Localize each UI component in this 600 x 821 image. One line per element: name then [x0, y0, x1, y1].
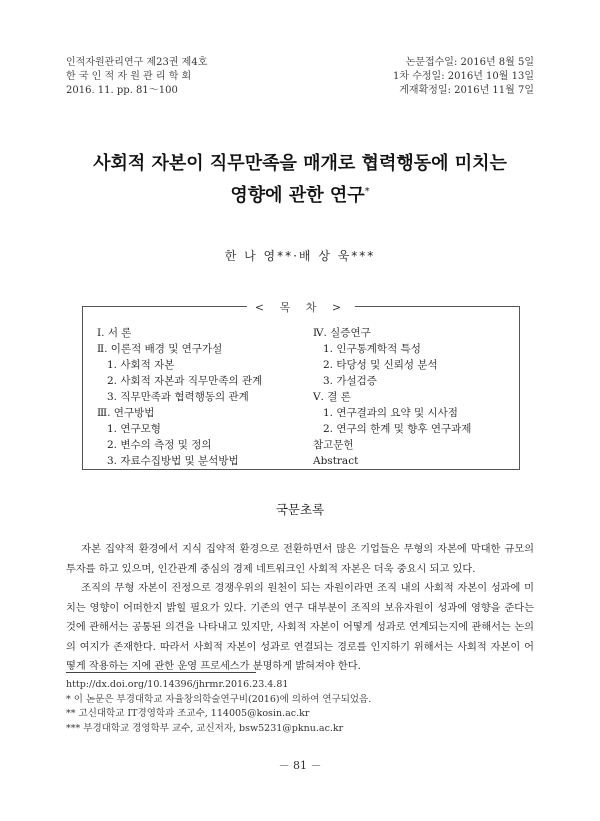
toc-right-column — [313, 325, 471, 469]
funding-note: * 이 논문은 부경대학교 자율창의학술연구비(2016)에 의하여 연구되었음. — [66, 693, 372, 705]
submission-dates — [393, 56, 534, 98]
accepted-date: 게재확정일: 2016년 11월 7일 — [399, 85, 534, 96]
toc-heading: < 목 차 > — [247, 299, 355, 315]
revised-date: 1차 수정일: 2016년 10월 13일 — [393, 71, 534, 82]
toc-subitem: 1. 사회적 자본 — [107, 359, 175, 371]
toc-subitem: 3. 직무만족과 협력행동의 관계 — [107, 391, 249, 403]
toc-item: 참고문헌 — [313, 439, 354, 451]
toc-item: Ⅰ. 서 론 — [97, 327, 132, 339]
toc-item: Ⅱ. 이론적 배경 및 연구가설 — [97, 343, 223, 355]
society-name: 한 국 인 적 자 원 관 리 학 회 — [66, 71, 192, 82]
title-footnote-mark: * — [364, 186, 370, 197]
toc-item: Ⅳ. 실증연구 — [313, 327, 371, 339]
footnote-divider — [66, 672, 256, 673]
doi-link[interactable]: http://dx.doi.org/10.14396/jhrmr.2016.23.4.81 — [66, 679, 289, 690]
table-of-contents — [82, 301, 520, 470]
toc-left-column — [97, 325, 262, 469]
footnotes — [66, 678, 371, 736]
journal-info — [66, 56, 207, 98]
paper-title — [0, 150, 600, 210]
toc-subitem: 1. 연구모형 — [107, 423, 161, 435]
issue-pages: 2016. 11. pp. 81～100 — [66, 85, 178, 96]
page-number: － 81 － — [278, 759, 322, 772]
authors: 한 나 영**·배 상 욱*** — [224, 249, 376, 263]
title-line-2: 영향에 관한 연구 — [230, 185, 365, 206]
abstract-body — [66, 540, 534, 677]
title-line-1: 사회적 자본이 직무만족을 매개로 협력행동에 미치는 — [93, 153, 507, 174]
toc-item: Abstract — [313, 455, 359, 467]
abstract-paragraph: 조직의 무형 자본이 진정으로 경쟁우위의 원천이 되는 자원이라면 조직 내의 사회적 자본이 성과에 미치는 영향이 어떠한지 밝힐 필요가 있다. 기존의 연구 대부분이 조직의 보유자원이 성과에 영향을 준다는 것에 관해서는 공통된 의견을 나타내고 있지만, 사회적 자본이 어떻게 성과로 연계되는지에 관해서는 논의의 여지가 존재한다. 따라서 사회적 자본이 성과로 연결되는 경로를 인지하기 위해서는 사회적 자본이 어떻게 작용하는 지에 관한 운영 프로세스가 분명하게 밝혀져야 한다. — [66, 583, 534, 672]
toc-subitem: 1. 인구통계학적 특성 — [323, 343, 421, 355]
toc-subitem: 2. 타당성 및 신뢰성 분석 — [323, 359, 438, 371]
toc-subitem: 3. 가설검증 — [323, 375, 377, 387]
author-note-2: *** 부경대학교 경영학부 교수, 교신저자, bsw5231@pknu.ac.kr — [66, 722, 344, 734]
toc-item: Ⅴ. 결 론 — [313, 391, 351, 403]
toc-subitem: 2. 사회적 자본과 직무만족의 관계 — [107, 375, 263, 387]
abstract-paragraph: 자본 집약적 환경에서 지식 집약적 환경으로 전환하면서 많은 기업들은 무형의 자본에 막대한 규모의 투자를 하고 있으며, 인간관계 중심의 경제 네트워크인 사회적 자본은 더욱 중요시 되고 있다. — [66, 544, 534, 575]
abstract-heading: 국문초록 — [275, 502, 325, 517]
journal-name: 인적자원관리연구 제23권 제4호 — [66, 57, 208, 68]
author-note-1: ** 고신대학교 IT경영학과 조교수, 114005@kosin.ac.kr — [66, 708, 310, 719]
toc-subitem: 2. 연구의 한계 및 향후 연구과제 — [323, 423, 472, 435]
toc-subitem: 1. 연구결과의 요약 및 시사점 — [323, 407, 458, 419]
toc-subitem: 3. 자료수집방법 및 분석방법 — [107, 455, 239, 467]
toc-subitem: 2. 변수의 측정 및 정의 — [107, 439, 212, 451]
toc-item: Ⅲ. 연구방법 — [97, 407, 155, 419]
received-date: 논문접수일: 2016년 8월 5일 — [405, 57, 534, 68]
